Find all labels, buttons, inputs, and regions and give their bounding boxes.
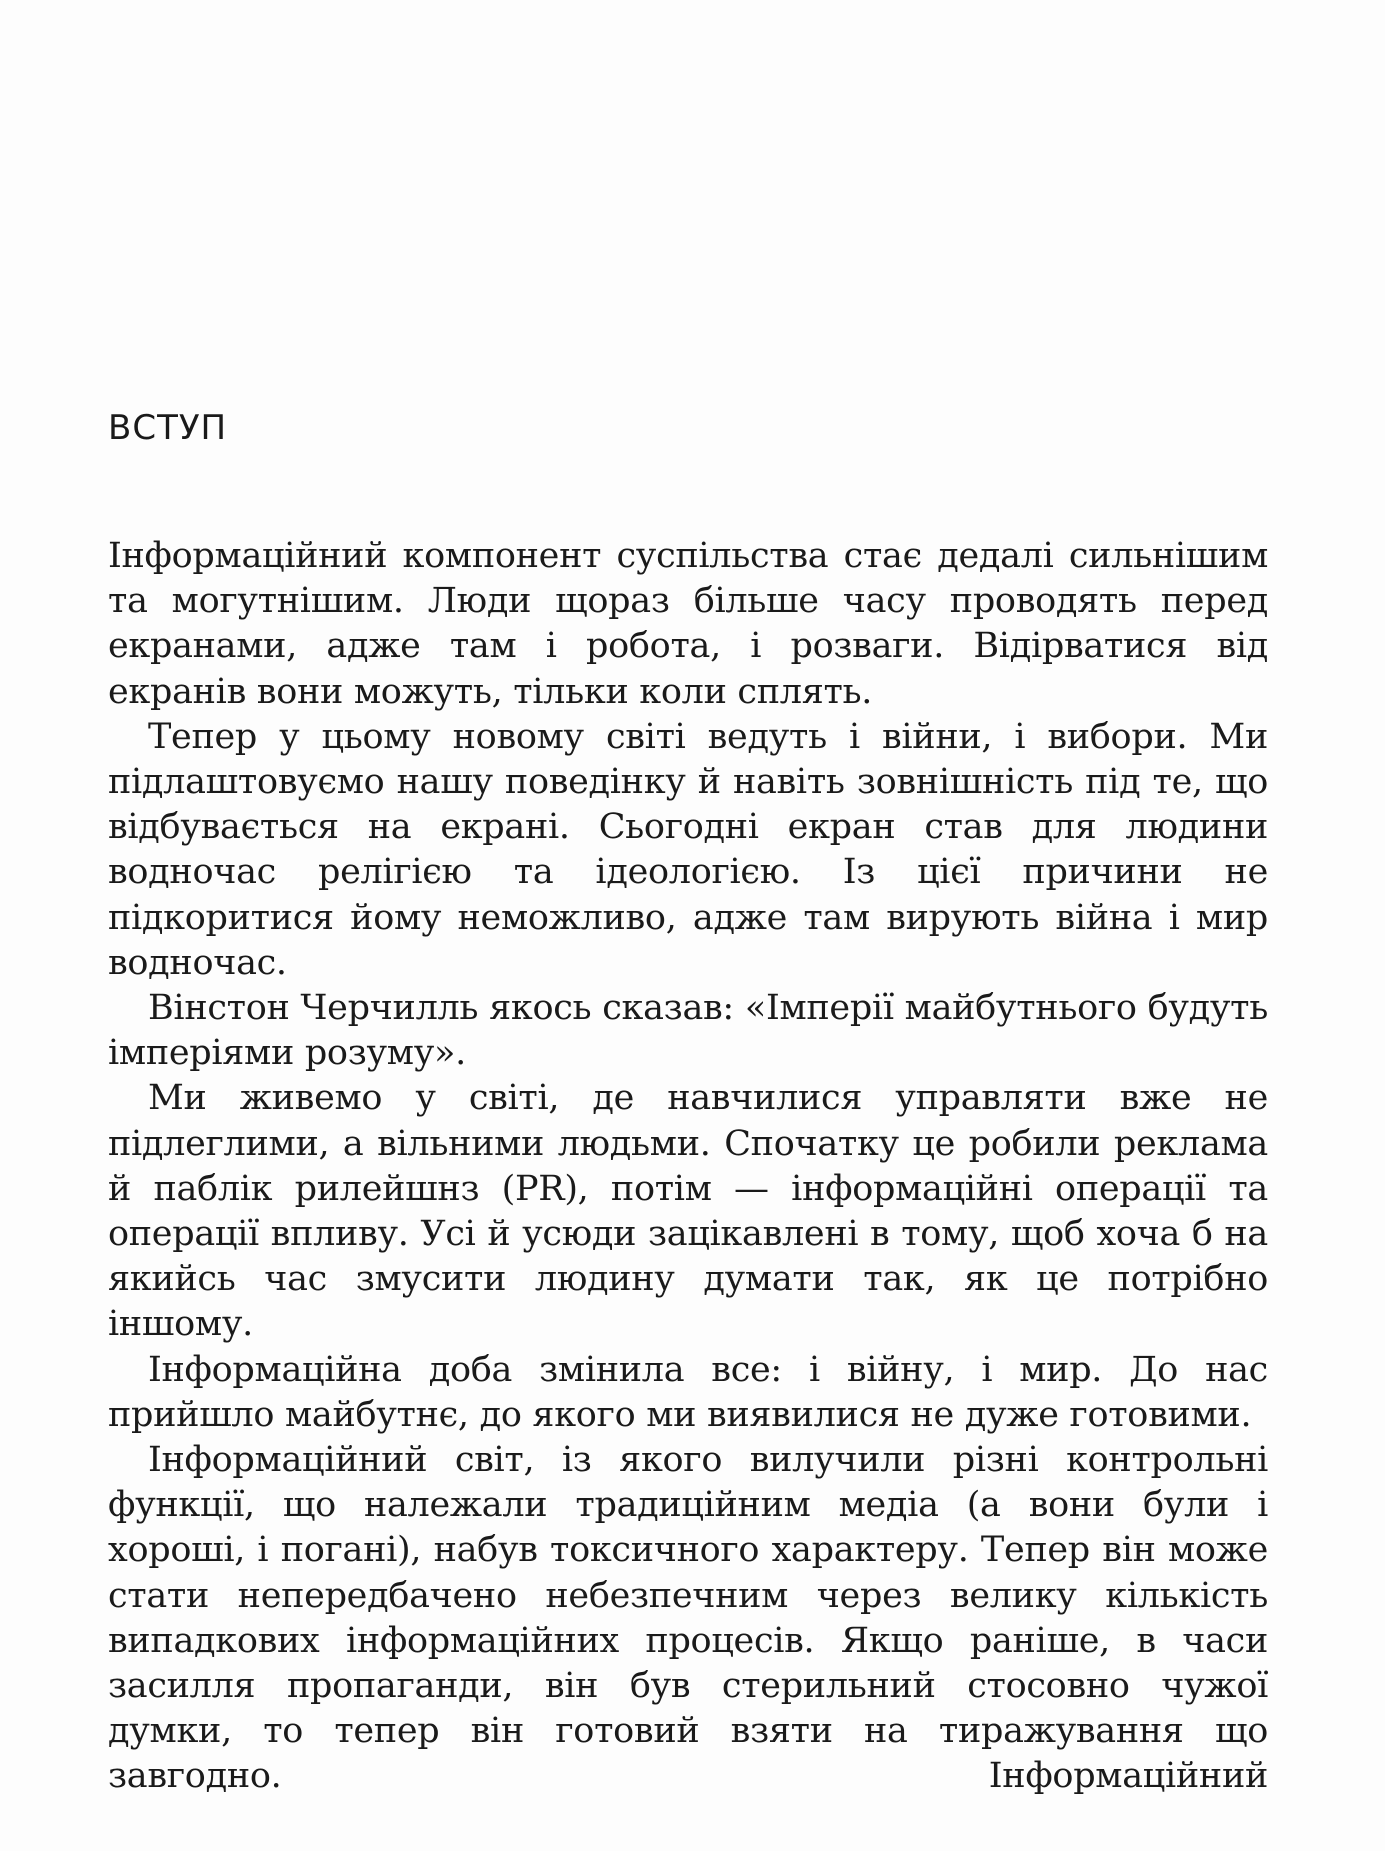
paragraph-4: Ми живемо у світі, де навчилися управляти вже не підлеглими, а вільними людьми. Спочатку це робили реклама й паблік рилейшнз (PR), потім — інформаційні операції та операції впливу. Усі й усюди зацікавлені в тому, щоб хоча б на якийсь час змусити людину думати так, як це потрібно іншому. [108,1078,1268,1345]
paragraph-1: Інформаційний компонент суспільства стає дедалі сильнішим та могутнішим. Люди щораз більше часу проводять перед екранами, адже там і робота, і розваги. Відірватися від екранів вони можуть, тільки коли сплять. [108,536,1268,712]
chapter-body [108,534,1268,1800]
paragraph-6: Інформаційний світ, із якого вилучили різні контрольні функції, що належали традиційним медіа (а вони були і хороші, і погані), набув токсичного характеру. Тепер він може стати непередбачено небезпечним через велику кількість випадкових інформаційних процесів. Якщо раніше, в часи засилля пропаганди, він був стерильний стосовно чужої думки, то тепер він готовий взяти на тиражування що завгодно. Інформаційний [108,1440,1268,1797]
paragraph-5: Інформаційна доба змінила все: і війну, і мир. До нас прийшло майбутнє, до якого ми виявилися не дуже готовими. [108,1349,1268,1435]
chapter-heading: ВСТУП [108,408,228,448]
paragraph-3: Вінстон Черчилль якось сказав: «Імперії майбутнього будуть імперіями розуму». [108,988,1268,1074]
paragraph-2: Тепер у цьому новому світі ведуть і війни, і вибори. Ми підлаштовуємо нашу поведінку й навіть зовнішність під те, що відбувається на екрані. Сьогодні екран став для людини водночас релігією та ідеологією. Із цієї причини не підкоритися йому неможливо, адже там вирують війна і мир водночас. [108,716,1268,983]
